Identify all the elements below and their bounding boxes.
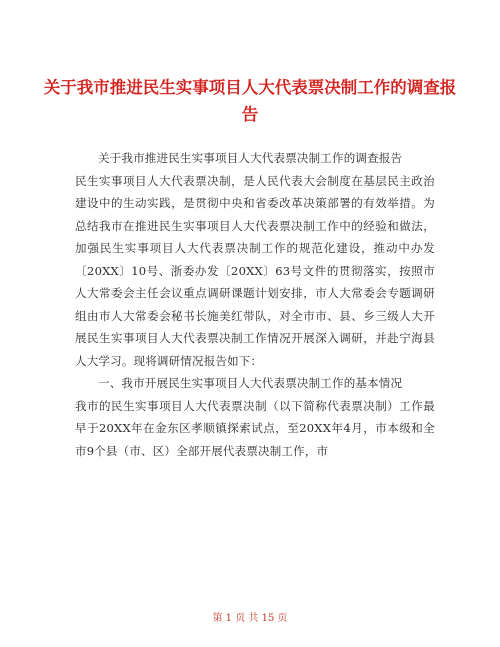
paragraph-intro: 民生实事项目人大代表票决制，是人民代表大会制度在基层民主政治建设中的生动实践，是贯彻中央和省委改革决策部署的有效举措。为总结我市在推进民生实事项目人大代表票决制工作中的经验和做法，加强民生实事项目人大代表票决制工作的规范化建设，推动中办发〔20XX〕10号、浙委办发〔20XX〕63号文件的贯彻落实，按照市人大常委会主任会议重点调研课题计划安排，市人大常委会专题调研组由市人大常委会秘书长施美红带队，对全市市、县、乡三级人大开展民生实事项目人大代表票决制工作情况开展深入调研，并赴宁海县人大学习。现将调研情况报告如下： bbox=[75, 173, 435, 368]
paragraph-basic-situation: 我市的民生实事项目人大代表票决制（以下简称代表票决制）工作最早于20XX年在金东区孝顺镇探索试点，至20XX年4月，市本级和全市9个县（市、区）全部开展代表票决制工作，市 bbox=[75, 398, 435, 458]
page-number: 第 1 页 共 15 页 bbox=[212, 613, 288, 624]
document-body bbox=[75, 147, 435, 462]
section-heading-basic-situation: 一、我市开展民生实事项目人大代表票决制工作的基本情况 bbox=[98, 376, 403, 390]
paragraph-report-heading: 关于我市推进民生实事项目人大代表票决制工作的调查报告 bbox=[98, 151, 403, 165]
document-title: 关于我市推进民生实事项目人大代表票决制工作的调查报告 bbox=[43, 78, 457, 125]
